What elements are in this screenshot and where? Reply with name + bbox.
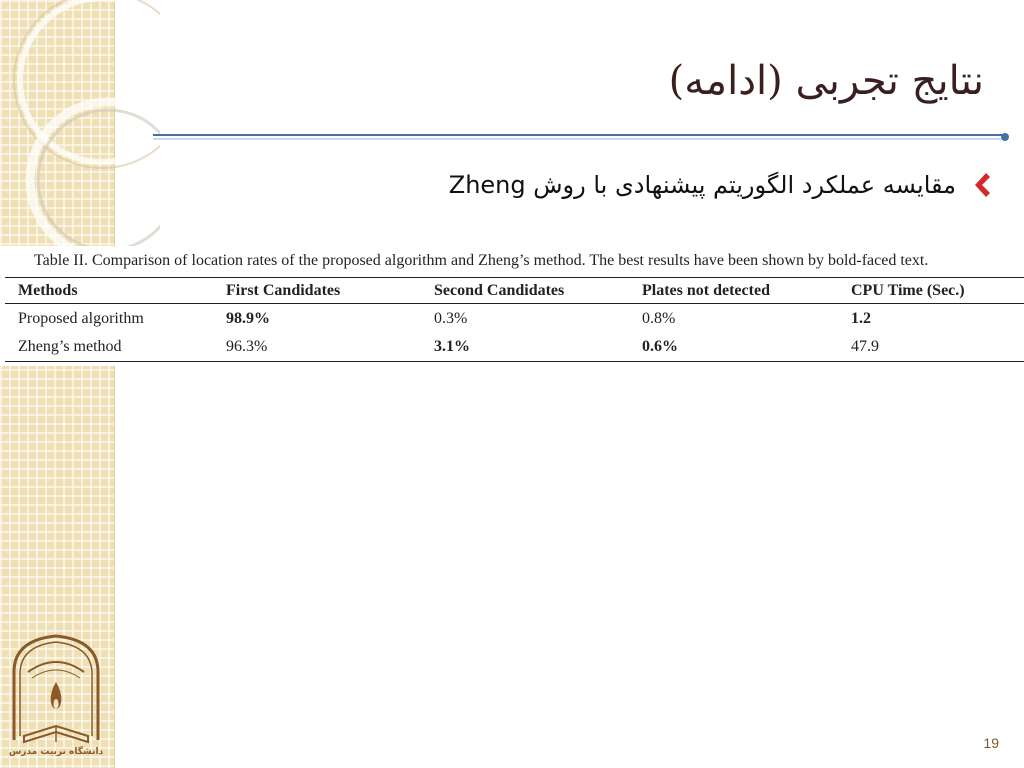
header-first-candidates: First Candidates: [226, 282, 341, 299]
table-bottom-rule: [5, 361, 1024, 362]
table-caption: Table II. Comparison of location rates of the proposed algorithm and Zheng’s method. The best results have been shown by bold-faced text.: [34, 252, 929, 269]
table-header-rule: [5, 303, 1024, 304]
cell-plates-not-detected: 0.6%: [642, 338, 678, 355]
title-divider: [153, 130, 1011, 144]
table-top-rule: [5, 277, 1024, 278]
cell-plates-not-detected: 0.8%: [642, 310, 676, 327]
cell-cpu-time: 47.9: [851, 338, 879, 355]
university-logo: [6, 632, 106, 758]
comparison-table: [0, 246, 1024, 366]
cell-method: Proposed algorithm: [18, 310, 144, 327]
cell-first-candidates: 96.3%: [226, 338, 268, 355]
cell-cpu-time: 1.2: [851, 310, 871, 327]
cell-second-candidates: 0.3%: [434, 310, 468, 327]
header-second-candidates: Second Candidates: [434, 282, 565, 299]
slide-title: نتایج تجربی (ادامه): [668, 58, 984, 104]
header-cpu-time: CPU Time (Sec.): [851, 282, 965, 299]
header-methods: Methods: [18, 282, 78, 299]
decorative-circles: [0, 0, 160, 260]
cell-method: Zheng’s method: [18, 338, 122, 355]
bullet-text: مقایسه عملکرد الگوریتم پیشنهادی با روش Zheng: [448, 171, 956, 199]
cell-second-candidates: 3.1%: [434, 338, 470, 355]
bullet-item: [449, 170, 992, 200]
chevron-left-icon: [970, 170, 992, 200]
header-plates-not-detected: Plates not detected: [642, 282, 770, 299]
logo-text: دانشگاه تربیت مدرس: [8, 747, 104, 757]
page-number: 19: [983, 735, 999, 751]
table-header-row: [0, 282, 1024, 308]
cell-first-candidates: 98.9%: [226, 310, 270, 327]
table-row: [0, 310, 1024, 336]
